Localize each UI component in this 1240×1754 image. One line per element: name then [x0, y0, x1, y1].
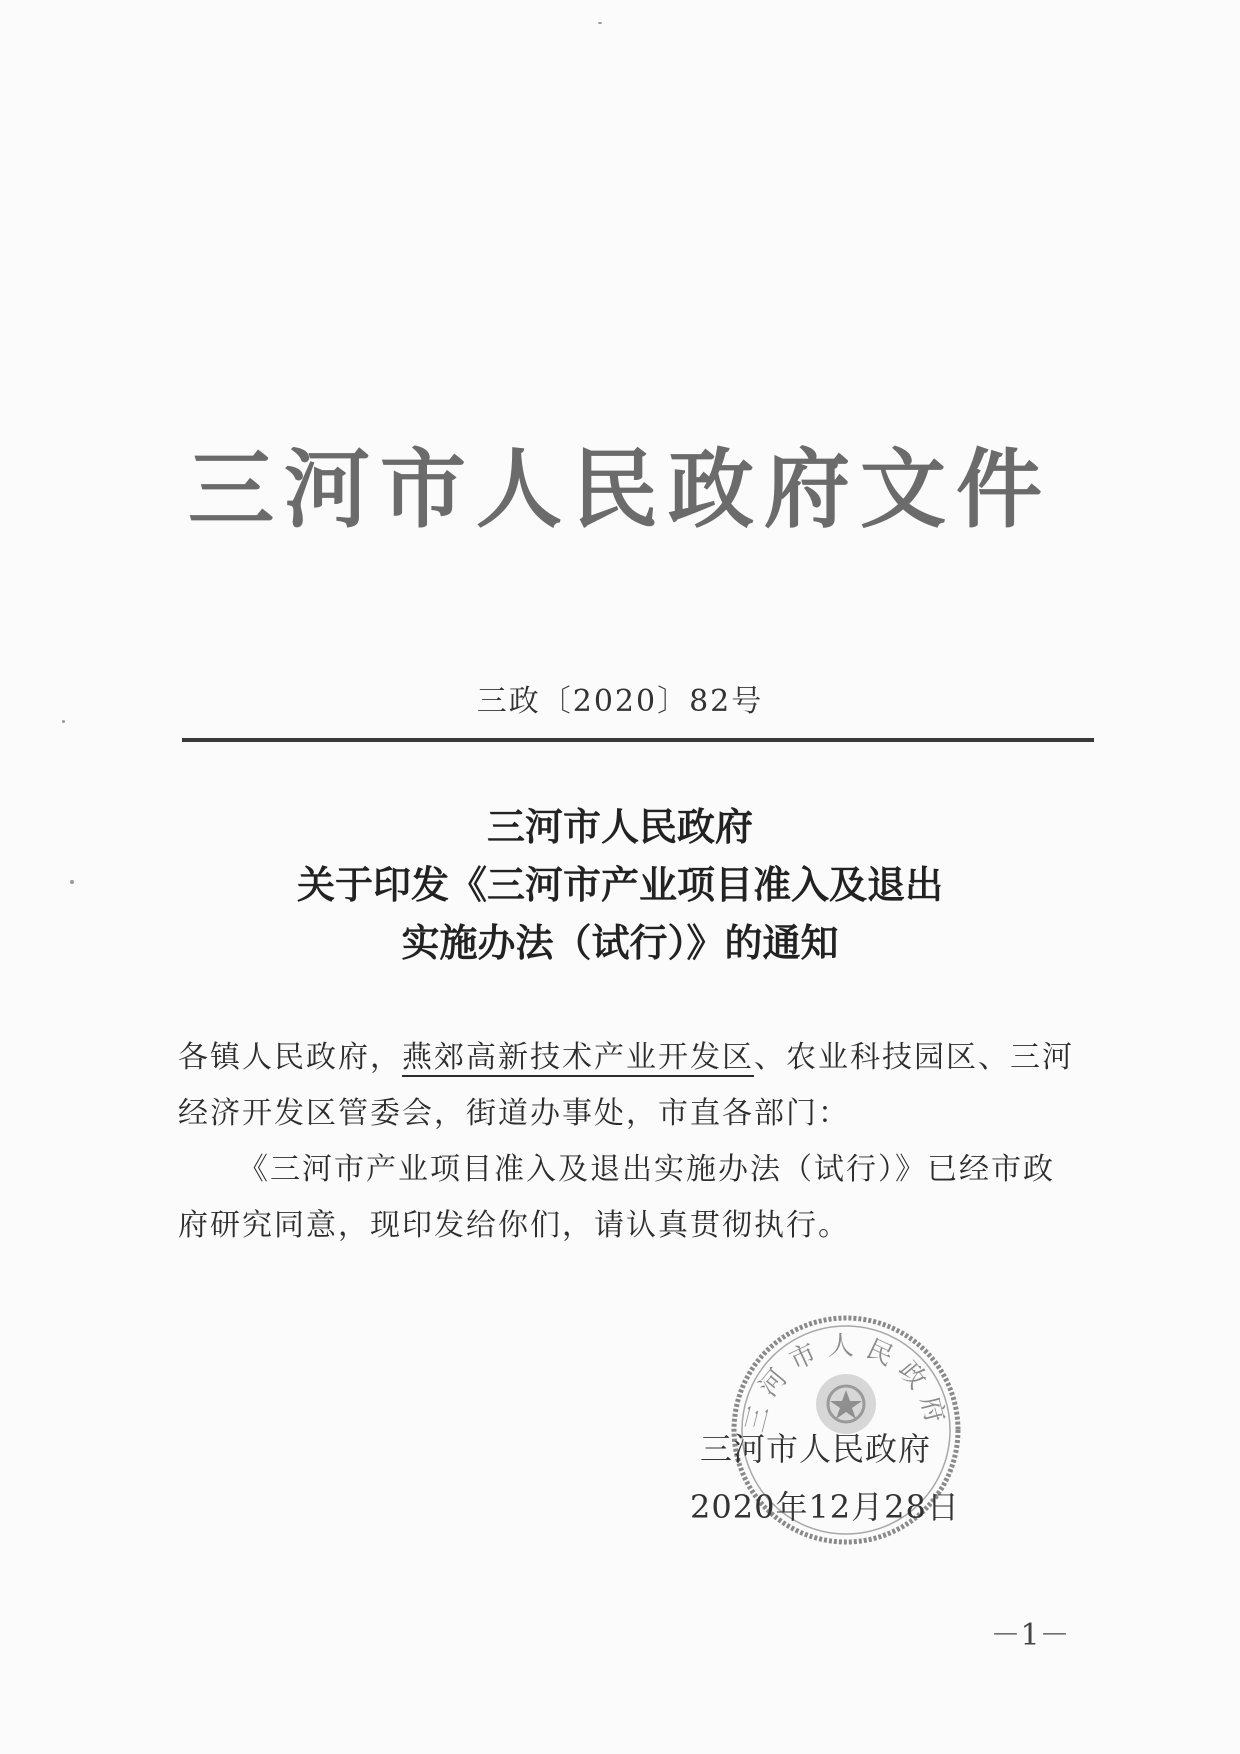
- notice-title-line: 实施办法（试行）》的通知: [401, 921, 839, 965]
- header-divider: [182, 738, 1094, 742]
- signature-date: 2020年12月28日: [690, 1488, 960, 1526]
- scan-speck: [598, 22, 602, 24]
- addressee-underlined: 燕郊高新技术产业开发区: [402, 1040, 754, 1075]
- notice-title-line: 关于印发《三河市产业项目准入及退出: [296, 863, 943, 907]
- scan-speck: [62, 720, 65, 723]
- addressee-line: [178, 1030, 1086, 1142]
- document-number: 三政〔2020〕82号: [476, 684, 764, 719]
- notice-body: [178, 1030, 1086, 1254]
- body-paragraph: 《三河市产业项目准入及退出实施办法（试行）》已经市政府研究同意，现印发给你们，请认真贯彻执行。: [178, 1152, 1055, 1243]
- document-header-title: 三河市人民政府文件: [188, 439, 1052, 540]
- addressee-rest: 、农业科技园区、三河经济开发区管委会，街道办事处，市直各部门：: [178, 1040, 1074, 1131]
- signature-issuer: 三河市人民政府: [700, 1430, 932, 1468]
- notice-title-line: 三河市人民政府: [486, 805, 753, 849]
- notice-title: [0, 798, 1240, 972]
- addressee-prefix: 各镇人民政府，: [178, 1040, 402, 1075]
- seal-arc-text-path: 三河市人民政府: [739, 1331, 953, 1436]
- page-number: －1－: [990, 1618, 1070, 1653]
